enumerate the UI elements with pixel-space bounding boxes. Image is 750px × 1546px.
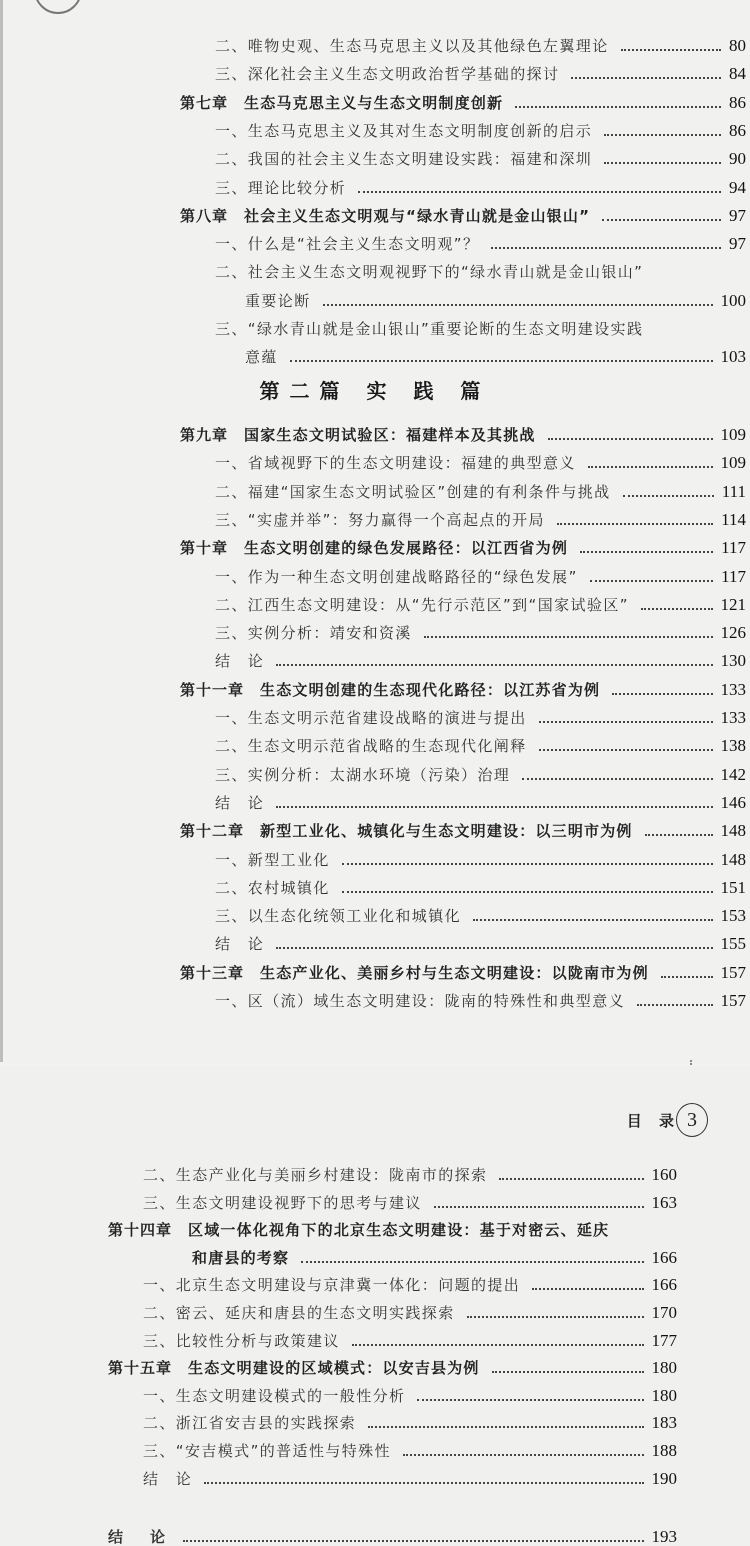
section-entry[interactable] bbox=[143, 1412, 677, 1433]
page-number: 109 bbox=[720, 425, 746, 444]
page-number: 180 bbox=[651, 1385, 677, 1405]
entry-title: 三、实例分析：靖安和资溪 bbox=[215, 624, 412, 643]
page-number: 160 bbox=[651, 1165, 677, 1184]
section-entry[interactable] bbox=[143, 1192, 677, 1213]
dot-leader bbox=[358, 190, 721, 193]
chapter-number: 第八章 bbox=[180, 206, 229, 225]
chapter-number: 第十五章 bbox=[108, 1359, 173, 1378]
dot-leader bbox=[532, 1287, 643, 1290]
section-entry[interactable] bbox=[143, 1440, 677, 1461]
page-number: 80 bbox=[729, 36, 746, 55]
chapter-entry[interactable] bbox=[180, 205, 746, 226]
page-number: 146 bbox=[720, 792, 746, 812]
entry-title: 结 论 bbox=[108, 1528, 172, 1546]
entry-title: 一、生态马克思主义及其对生态文明制度创新的启示 bbox=[215, 121, 593, 140]
chapter-entry[interactable] bbox=[180, 679, 746, 700]
entry-title: 三、深化社会主义生态文明政治哲学基础的探讨 bbox=[215, 65, 560, 84]
dot-leader bbox=[342, 890, 713, 893]
page-number: 151 bbox=[720, 877, 746, 897]
section-entry[interactable] bbox=[215, 990, 746, 1011]
entry-title: 结 论 bbox=[215, 935, 265, 954]
page-number: 97 bbox=[729, 205, 746, 225]
entry-title: 国家生态文明试验区：福建样本及其挑战 bbox=[244, 426, 536, 444]
entry-title: 新型工业化、城镇化与生态文明建设：以三明市为例 bbox=[260, 822, 633, 841]
chapter-number: 第十四章 bbox=[108, 1221, 173, 1240]
dot-leader bbox=[342, 862, 713, 865]
section-entry[interactable] bbox=[215, 509, 746, 530]
page-number: 148 bbox=[720, 849, 746, 869]
chapter-entry[interactable] bbox=[180, 537, 746, 558]
page-number: 109 bbox=[720, 453, 746, 473]
section-entry[interactable] bbox=[143, 1468, 677, 1489]
section-entry[interactable] bbox=[215, 792, 746, 813]
dot-leader bbox=[623, 494, 714, 497]
section-entry[interactable] bbox=[143, 1330, 677, 1351]
dot-leader bbox=[539, 720, 713, 723]
entry-title: 三、“安吉模式”的普适性与特殊性 bbox=[143, 1442, 391, 1460]
dot-leader bbox=[467, 1315, 644, 1318]
dot-leader bbox=[491, 246, 721, 249]
page-number: 94 bbox=[729, 177, 746, 197]
entry-title-continued: 重要论断 bbox=[245, 291, 311, 310]
entry-title: 生态文明创建的生态现代化路径：以江苏省为例 bbox=[260, 680, 601, 699]
entry-title: 二、我国的社会主义生态文明建设实践：福建和深圳 bbox=[215, 150, 593, 169]
entry-continuation bbox=[245, 346, 746, 367]
entry-title: 一、新型工业化 bbox=[215, 850, 330, 869]
entry-title: 二、农村城镇化 bbox=[215, 878, 330, 897]
section-entry[interactable] bbox=[215, 650, 746, 671]
chapter-number: 第十一章 bbox=[180, 680, 245, 699]
chapter-entry[interactable] bbox=[108, 1219, 677, 1240]
page-number: 97 bbox=[729, 234, 746, 254]
entry-title: 二、唯物史观、生态马克思主义以及其他绿色左翼理论 bbox=[215, 37, 609, 55]
entry-title: 二、福建“国家生态文明试验区”创建的有利条件与挑战 bbox=[215, 482, 611, 501]
section-entry[interactable] bbox=[215, 233, 746, 254]
section-entry[interactable] bbox=[215, 735, 746, 756]
entry-title: 二、浙江省安吉县的实践探索 bbox=[143, 1414, 357, 1433]
entry-title: 三、实例分析：太湖水环境（污染）治理 bbox=[215, 765, 511, 784]
chapter-entry[interactable] bbox=[180, 962, 746, 983]
entry-title: 三、生态文明建设视野下的思考与建议 bbox=[143, 1193, 422, 1212]
dot-leader bbox=[499, 1177, 643, 1180]
dot-leader bbox=[539, 748, 713, 751]
entry-title: 一、区（流）域生态文明建设：陇南的特殊性和典型意义 bbox=[215, 992, 626, 1010]
entry-title: 生态文明建设的区域模式：以安吉县为例 bbox=[188, 1359, 480, 1378]
dot-leader bbox=[641, 607, 713, 610]
page-number: 188 bbox=[651, 1441, 677, 1460]
page-number: 170 bbox=[651, 1303, 677, 1322]
entry-title: 三、理论比较分析 bbox=[215, 178, 347, 197]
entry-title: 一、什么是“社会主义生态文明观”？ bbox=[215, 235, 480, 254]
page-edge-shadow bbox=[0, 0, 3, 1066]
section-entry[interactable] bbox=[215, 120, 746, 141]
running-header-label: 目 录 bbox=[626, 1112, 680, 1130]
page-number: 166 bbox=[651, 1275, 677, 1295]
section-entry[interactable] bbox=[215, 63, 746, 84]
dot-leader bbox=[661, 975, 713, 978]
dot-leader bbox=[580, 550, 713, 553]
section-entry[interactable] bbox=[215, 764, 746, 785]
entry-title: 区域一体化视角下的北京生态文明建设：基于对密云、延庆 bbox=[188, 1221, 610, 1240]
section-entry[interactable] bbox=[143, 1385, 677, 1406]
chapter-number: 第七章 bbox=[180, 93, 229, 112]
dot-leader bbox=[368, 1425, 643, 1428]
dot-leader bbox=[473, 918, 712, 921]
dot-leader bbox=[612, 692, 712, 695]
dot-leader bbox=[434, 1205, 644, 1208]
entry-title: 二、生态产业化与美丽乡村建设：陇南市的探索 bbox=[143, 1166, 488, 1184]
section-entry[interactable] bbox=[215, 594, 746, 615]
section-entry[interactable] bbox=[215, 622, 746, 643]
entry-continuation bbox=[245, 290, 746, 311]
entry-title: 生态文明创建的绿色发展路径：以江西省为例 bbox=[244, 539, 569, 558]
entry-title-continued: 和唐县的考察 bbox=[192, 1248, 290, 1267]
dot-leader bbox=[183, 1539, 643, 1542]
section-entry[interactable] bbox=[215, 177, 746, 198]
dot-leader bbox=[604, 133, 721, 136]
page-number: 163 bbox=[651, 1192, 677, 1212]
page-number: 90 bbox=[729, 149, 746, 169]
page-number: 138 bbox=[720, 736, 746, 756]
chapter-entry[interactable] bbox=[180, 92, 746, 113]
entry-title: 结 论 bbox=[143, 1469, 193, 1488]
dot-leader bbox=[602, 218, 721, 221]
chapter-number: 第九章 bbox=[180, 426, 229, 444]
section-entry[interactable] bbox=[215, 707, 746, 728]
section-entry[interactable] bbox=[143, 1274, 677, 1295]
entry-title: 二、江西生态文明建设：从“先行示范区”到“国家试验区” bbox=[215, 595, 629, 614]
entry-title: 二、生态文明示范省战略的生态现代化阐释 bbox=[215, 737, 527, 756]
dot-leader bbox=[301, 1260, 643, 1263]
section-entry[interactable] bbox=[215, 261, 746, 282]
entry-title: 一、作为一种生态文明创建战略路径的“绿色发展” bbox=[215, 567, 578, 586]
section-entry[interactable] bbox=[143, 1302, 677, 1323]
entry-title-continued: 意蕴 bbox=[245, 348, 278, 367]
page-number: 157 bbox=[720, 991, 746, 1010]
entry-title: 结 论 bbox=[215, 793, 265, 812]
dot-leader bbox=[515, 105, 721, 108]
entry-title: 生态产业化、美丽乡村与生态文明建设：以陇南市为例 bbox=[260, 963, 649, 982]
page-number: 111 bbox=[721, 481, 746, 501]
page-number: 180 bbox=[651, 1358, 677, 1378]
dot-leader bbox=[522, 777, 712, 780]
dot-leader bbox=[557, 522, 713, 525]
corner-ornament bbox=[34, 0, 82, 14]
dot-leader bbox=[424, 635, 713, 638]
entry-title: 一、省域视野下的生态文明建设：福建的典型意义 bbox=[215, 454, 576, 473]
dot-leader bbox=[590, 579, 713, 582]
dot-leader bbox=[417, 1398, 643, 1401]
page-number: 142 bbox=[720, 764, 746, 784]
entry-title: 一、生态文明建设模式的一般性分析 bbox=[143, 1386, 406, 1405]
chapter-entry[interactable] bbox=[108, 1357, 677, 1378]
page-number: 153 bbox=[720, 906, 746, 926]
dot-leader bbox=[621, 48, 721, 51]
dot-leader bbox=[492, 1370, 644, 1373]
page-number: 183 bbox=[651, 1413, 677, 1433]
section-entry[interactable] bbox=[143, 1164, 677, 1185]
page-number: 117 bbox=[721, 566, 746, 586]
section-entry[interactable] bbox=[215, 481, 746, 502]
dot-leader bbox=[290, 359, 713, 362]
page-number: 103 bbox=[720, 347, 746, 367]
section-entry[interactable] bbox=[215, 905, 746, 926]
dot-leader bbox=[276, 663, 712, 666]
section-entry[interactable] bbox=[215, 452, 746, 473]
page-number: 148 bbox=[720, 821, 746, 841]
section-entry[interactable] bbox=[108, 1526, 677, 1546]
section-entry[interactable] bbox=[215, 566, 746, 587]
dot-leader bbox=[645, 833, 713, 836]
section-entry[interactable] bbox=[215, 318, 746, 339]
entry-title: 三、“实虚并举”：努力赢得一个高起点的开局 bbox=[215, 510, 545, 529]
section-entry[interactable] bbox=[215, 933, 746, 954]
page-number: 126 bbox=[720, 623, 746, 643]
page-number: 114 bbox=[721, 509, 746, 529]
chapter-number: 第十二章 bbox=[180, 822, 245, 841]
dot-leader bbox=[276, 805, 712, 808]
dot-leader bbox=[604, 161, 721, 164]
toc-page-lower bbox=[0, 1066, 750, 1546]
page-number: 84 bbox=[729, 64, 746, 84]
page-number: 133 bbox=[720, 708, 746, 727]
entry-title: 生态马克思主义与生态文明制度创新 bbox=[244, 93, 504, 112]
section-entry[interactable] bbox=[215, 877, 746, 898]
entry-title: 结 论 bbox=[215, 652, 265, 671]
dot-leader bbox=[637, 1003, 712, 1006]
dot-leader bbox=[204, 1481, 643, 1484]
page-number: 100 bbox=[720, 290, 746, 310]
page-number: 190 bbox=[651, 1468, 677, 1488]
page-number: 86 bbox=[729, 120, 746, 140]
entry-title: 三、“绿水青山就是金山银山”重要论断的生态文明建设实践 bbox=[215, 320, 644, 338]
chapter-number: 第十三章 bbox=[180, 963, 245, 982]
page-number: 166 bbox=[651, 1247, 677, 1267]
section-entry[interactable] bbox=[215, 35, 746, 56]
page-number: 177 bbox=[651, 1330, 677, 1350]
entry-title: 三、比较性分析与政策建议 bbox=[143, 1331, 340, 1350]
dot-leader bbox=[276, 946, 712, 949]
section-entry[interactable] bbox=[215, 148, 746, 169]
page-number: 133 bbox=[720, 679, 746, 699]
page-number: 117 bbox=[721, 538, 746, 558]
page-number: 193 bbox=[651, 1527, 677, 1546]
entry-title: 一、生态文明示范省建设战略的演进与提出 bbox=[215, 709, 527, 727]
page-number: 121 bbox=[720, 594, 746, 614]
chapter-entry[interactable] bbox=[180, 820, 746, 841]
page-number: 155 bbox=[720, 934, 746, 954]
entry-title: 社会主义生态文明观与“绿水青山就是金山银山” bbox=[244, 206, 591, 225]
entry-title: 三、以生态化统领工业化和城镇化 bbox=[215, 907, 462, 926]
dot-leader bbox=[571, 76, 721, 79]
dot-leader bbox=[352, 1343, 644, 1346]
dot-leader bbox=[403, 1453, 644, 1456]
page-number-badge: 3 bbox=[676, 1103, 708, 1137]
chapter-number: 第十章 bbox=[180, 539, 229, 558]
dot-leader bbox=[548, 437, 713, 440]
entry-title: 二、密云、延庆和唐县的生态文明实践探索 bbox=[143, 1304, 455, 1322]
page-number: 157 bbox=[720, 962, 746, 982]
entry-continuation bbox=[192, 1247, 677, 1268]
section-entry[interactable] bbox=[215, 849, 746, 870]
page-number: 130 bbox=[720, 651, 746, 671]
dot-leader bbox=[588, 465, 713, 468]
part-title: 第二篇 实 践 篇 bbox=[259, 379, 491, 403]
chapter-entry[interactable] bbox=[180, 424, 746, 445]
entry-title: 二、社会主义生态文明观视野下的“绿水青山就是金山银山” bbox=[215, 263, 644, 282]
dot-leader bbox=[323, 303, 713, 306]
entry-title: 一、北京生态文明建设与京津冀一体化：问题的提出 bbox=[143, 1276, 521, 1295]
page-number: 86 bbox=[729, 92, 746, 112]
